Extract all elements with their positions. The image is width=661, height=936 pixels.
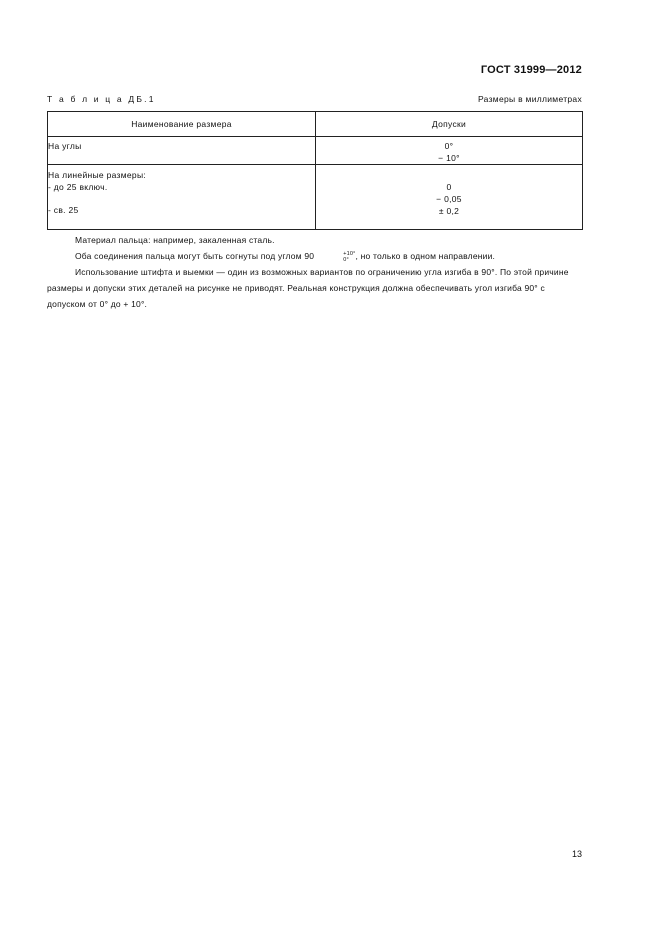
tolerance-value: ± 0,2: [438, 206, 460, 216]
tolerance-value: − 10°: [438, 153, 460, 163]
tolerance-cell: [316, 137, 583, 165]
dimension-name-line: - св. 25: [48, 205, 79, 215]
angle-tolerance-lower: 0°: [343, 257, 349, 263]
angle-tolerance-upper: +10°: [343, 251, 356, 257]
paragraph-bend-angle: [47, 248, 583, 264]
bend-angle-text: Оба соединения пальца могут быть согнуты под углом 90: [75, 251, 315, 261]
dimension-name-line: - до 25 включ.: [48, 182, 108, 192]
tolerance-cell: [316, 165, 583, 230]
dimensions-table: [47, 111, 583, 230]
row-spacer: [48, 193, 315, 204]
body-text: [47, 232, 583, 312]
table-units-note: Размеры в миллиметрах: [477, 94, 582, 104]
table-header-row: [48, 112, 583, 137]
table-row: [48, 137, 583, 165]
column-header-tolerances: Допуски: [316, 112, 583, 137]
bend-angle-text-end: , но только в одном направлении.: [355, 251, 496, 261]
dimension-name-line: На углы: [48, 141, 82, 151]
tolerance-value: − 0,05: [436, 194, 462, 204]
dimension-name-line: На линейные размеры:: [48, 170, 147, 180]
dimension-name-cell: [48, 165, 316, 230]
paragraph-pin-and-notch: Использование штифта и выемки — один из возможных вариантов по ограничению угла изгиба в 90°. По этой причине размеры и допуски этих деталей на рисунке не приводят. Реальная конструкция должна обеспечивать угол изгиба 90° с допуском от 0° до + 10°.: [47, 267, 569, 309]
paragraph-material: Материал пальца: например, закаленная сталь.: [75, 235, 275, 245]
page-number: 13: [571, 849, 582, 859]
column-header-dimension-name: Наименование размера: [48, 112, 316, 137]
tolerance-value: 0: [446, 182, 452, 192]
table-row: [48, 165, 583, 230]
standard-number: ГОСТ 31999—2012: [480, 64, 582, 76]
angle-tolerance: [315, 251, 355, 263]
dimension-name-cell: [48, 137, 316, 165]
table-caption: Т а б л и ц а ДБ.1: [47, 94, 156, 104]
tolerance-value: 0°: [444, 141, 454, 151]
